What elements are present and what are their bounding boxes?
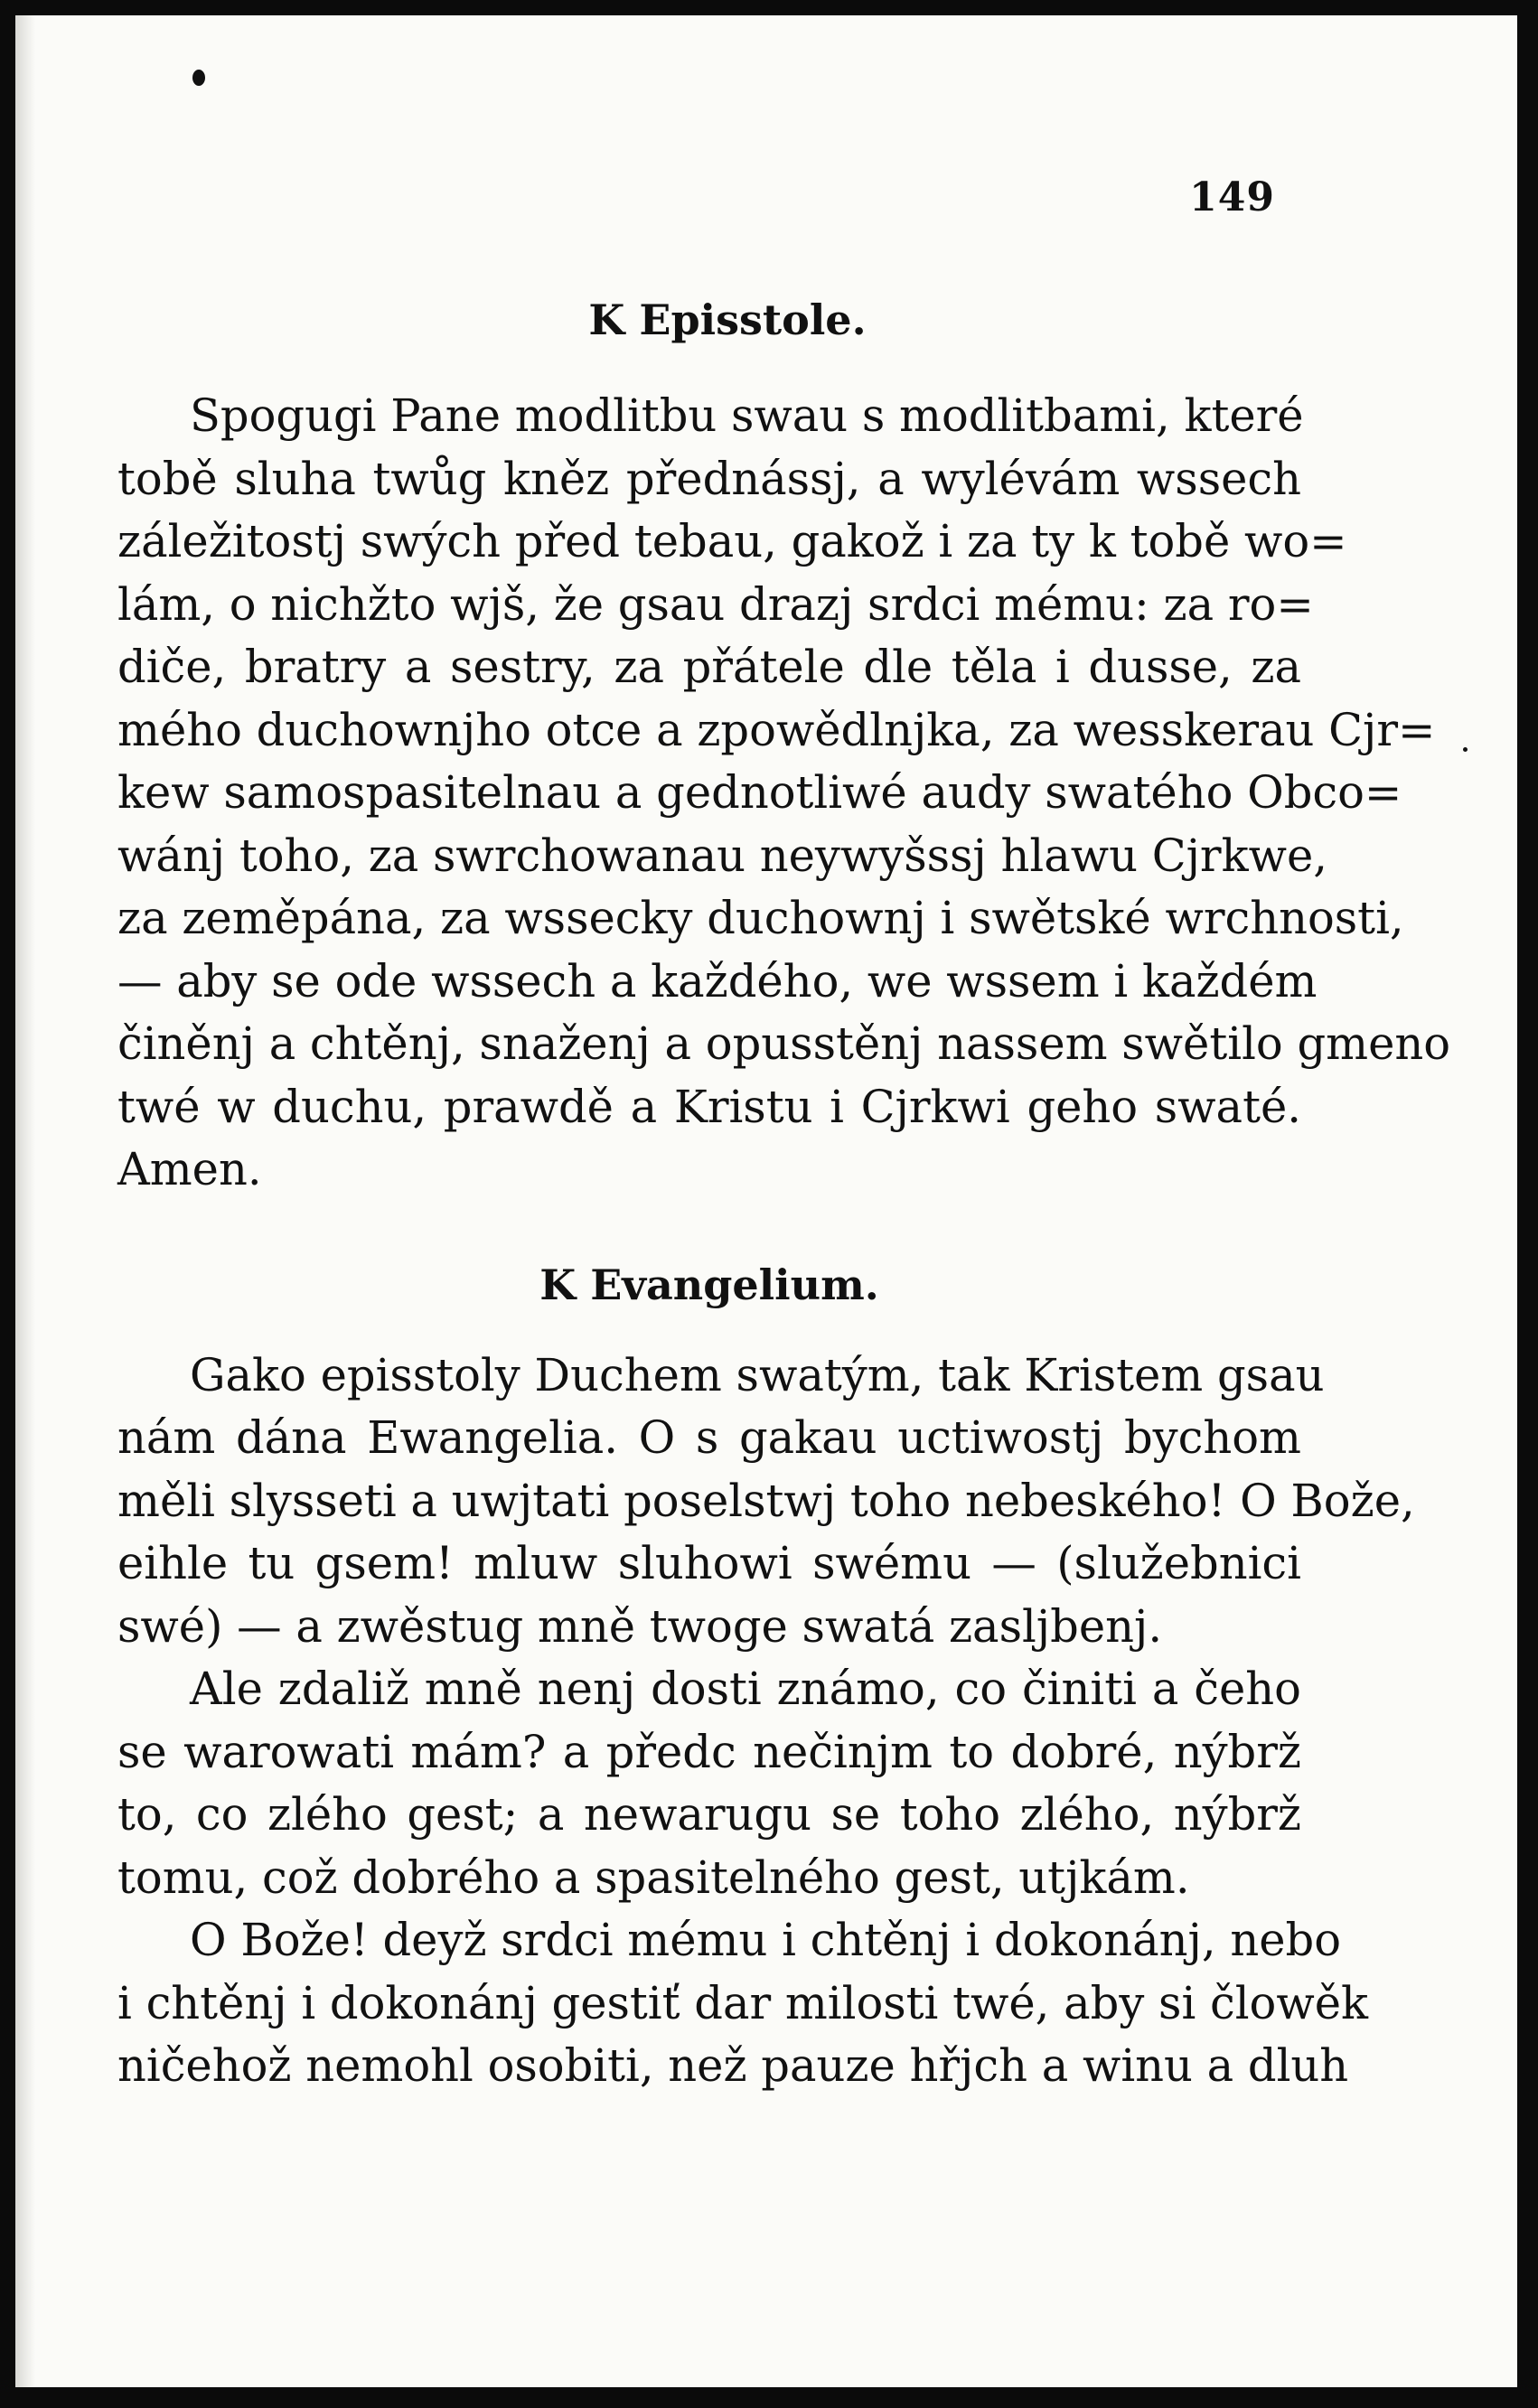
scanned-page <box>15 15 1517 2387</box>
text-line: záležitostj swých před tebau, gakož i za ty k tobě wo= <box>117 515 1347 567</box>
gospel-paragraph <box>117 1345 1415 1659</box>
text-line: swé) — a zwěstug mně twoge swatá zasljbenj. <box>117 1599 1163 1653</box>
text-line: twé w duchu, prawdě a Kristu i Cjrkwi geho swaté. <box>117 1080 1301 1133</box>
gospel-paragraph <box>117 1909 1369 2098</box>
page-number: 149 <box>1189 174 1275 220</box>
ink-speck <box>192 70 205 86</box>
text-line: Amen. <box>117 1143 262 1195</box>
text-line: tomu, což dobrého a spasitelného gest, utjkám. <box>117 1851 1190 1904</box>
text-block <box>117 291 1451 2098</box>
text-line: se warowati mám? a předc nečinjm to dobré, nýbrž <box>117 1725 1301 1778</box>
text-line: činěnj a chtěnj, snaženj a opusstěnj nassem swětilo gmeno <box>117 1017 1451 1070</box>
text-line: Gako episstoly Duchem swatým, tak Kristem gsau <box>190 1348 1325 1401</box>
text-line: Ale zdaliž mně nenj dosti známo, co činiti a čeho <box>190 1663 1301 1715</box>
text-line: — aby se ode wssech a každého, we wssem i každém <box>117 954 1318 1007</box>
page-edge-shadow <box>15 15 35 2387</box>
text-line: za zeměpána, za wssecky duchownj i swětské wrchnosti, <box>117 892 1404 944</box>
text-line: tobě sluha twůg kněz přednássj, a wylévám wssech <box>117 452 1301 505</box>
gospel-paragraph <box>117 1658 1301 1909</box>
text-line: O Bože! deyž srdci mému i chtěnj i dokonánj, nebo <box>190 1914 1341 1966</box>
epistle-heading: K Episstole. <box>588 295 867 344</box>
text-line: mého duchownjho otce a zpowědlnjka, za wesskerau Cjr= <box>117 703 1436 756</box>
gospel-heading: K Evangelium. <box>539 1260 879 1309</box>
text-line: ničehož nemohl osobiti, než pauze hřjch a winu a dluh <box>117 2039 1349 2092</box>
text-line: eihle tu gsem! mluw sluhowi swému — (služebnici <box>117 1537 1301 1589</box>
epistle-paragraph <box>117 385 1451 1202</box>
text-line: i chtěnj i dokonánj gestiť dar milosti twé, aby si člowěk <box>117 1976 1369 2029</box>
text-line: wánj toho, za swrchowanau neywyšssj hlawu Cjrkwe, <box>117 829 1327 882</box>
text-line: Spogugi Pane modlitbu swau s modlitbami, které <box>190 389 1304 442</box>
text-line: nám dána Ewangelia. O s gakau uctiwostj bychom <box>117 1411 1301 1464</box>
text-line: lám, o nichžto wjš, že gsau drazj srdci mému: za ro= <box>117 577 1314 631</box>
text-line: to, co zlého gest; a newarugu se toho zlého, nýbrž <box>117 1788 1301 1841</box>
ink-speck <box>1463 747 1468 752</box>
text-line: kew samospasitelnau a gednotliwé audy swatého Obco= <box>117 766 1402 819</box>
text-line: měli slyssetі a uwjtati poselstwj toho nebeského! O Bože, <box>117 1474 1415 1527</box>
text-line: diče, bratry a sestry, za přátele dle těla i dusse, za <box>117 641 1301 693</box>
